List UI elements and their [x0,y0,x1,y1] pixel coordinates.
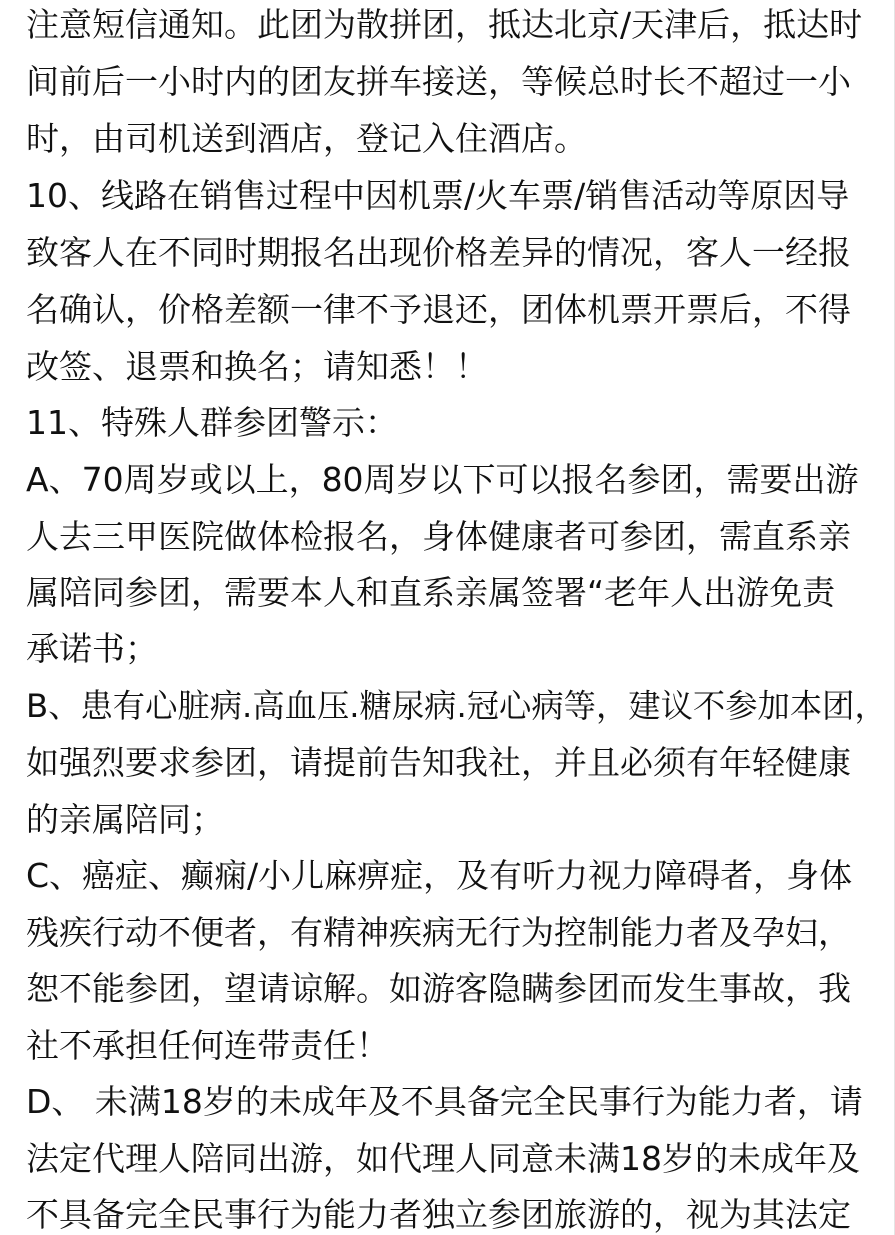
text-line: 属陪同参团，需要本人和直系亲属签署“老年人出游免责 [26,573,836,612]
text-line: 人去三甲医院做体检报名，身体健康者可参团，需直系亲 [26,517,851,556]
text-line: 承诺书； [26,629,158,668]
text-line: A、70周岁或以上，80周岁以下可以报名参团，需要出游 [26,460,859,499]
text-line: 如强烈要求参团，请提前告知我社，并且必须有年轻健康 [26,743,851,782]
text-line: 名确认，价格差额一律不予退还，团体机票开票后，不得 [26,290,851,329]
text-line: B、患有心脏病.高血压.糖尿病.冠心病等，建议不参加本团， [26,687,887,725]
text-line: 恕不能参团，望请谅解。如游客隐瞒参团而发生事故，我 [26,969,851,1008]
text-line: 残疾行动不便者，有精神疾病无行为控制能力者及孕妇， [26,913,851,952]
text-line: 改签、退票和换名；请知悉！！ [26,347,488,386]
text-line: D、 未满18岁的未成年及不具备完全民事行为能力者，请 [26,1082,863,1121]
text-line: 不具备完全民事行为能力者独立参团旅游的，视为其法定 [26,1195,851,1234]
text-line: 法定代理人陪同出游，如代理人同意未满18岁的未成年及 [26,1139,860,1178]
text-line: 社不承担任何连带责任！ [26,1026,389,1065]
text-line: 11、特殊人群参团警示： [26,403,398,442]
text-line: 间前后一小时内的团友拼车接送，等候总时长不超过一小 [26,62,851,101]
text-line: 10、线路在销售过程中因机票/火车票/销售活动等原因导 [26,176,850,215]
text-line: 的亲属陪同； [26,800,224,839]
text-line: 注意短信通知。此团为散拼团，抵达北京/天津后，抵达时 [26,5,863,44]
text-line: 致客人在不同时期报名出现价格差异的情况，客人一经报 [26,233,851,272]
text-line: C、癌症、癫痫/小儿麻痹症，及有听力视力障碍者，身体 [26,856,853,895]
text-line: 时，由司机送到酒店，登记入住酒店。 [26,119,587,158]
